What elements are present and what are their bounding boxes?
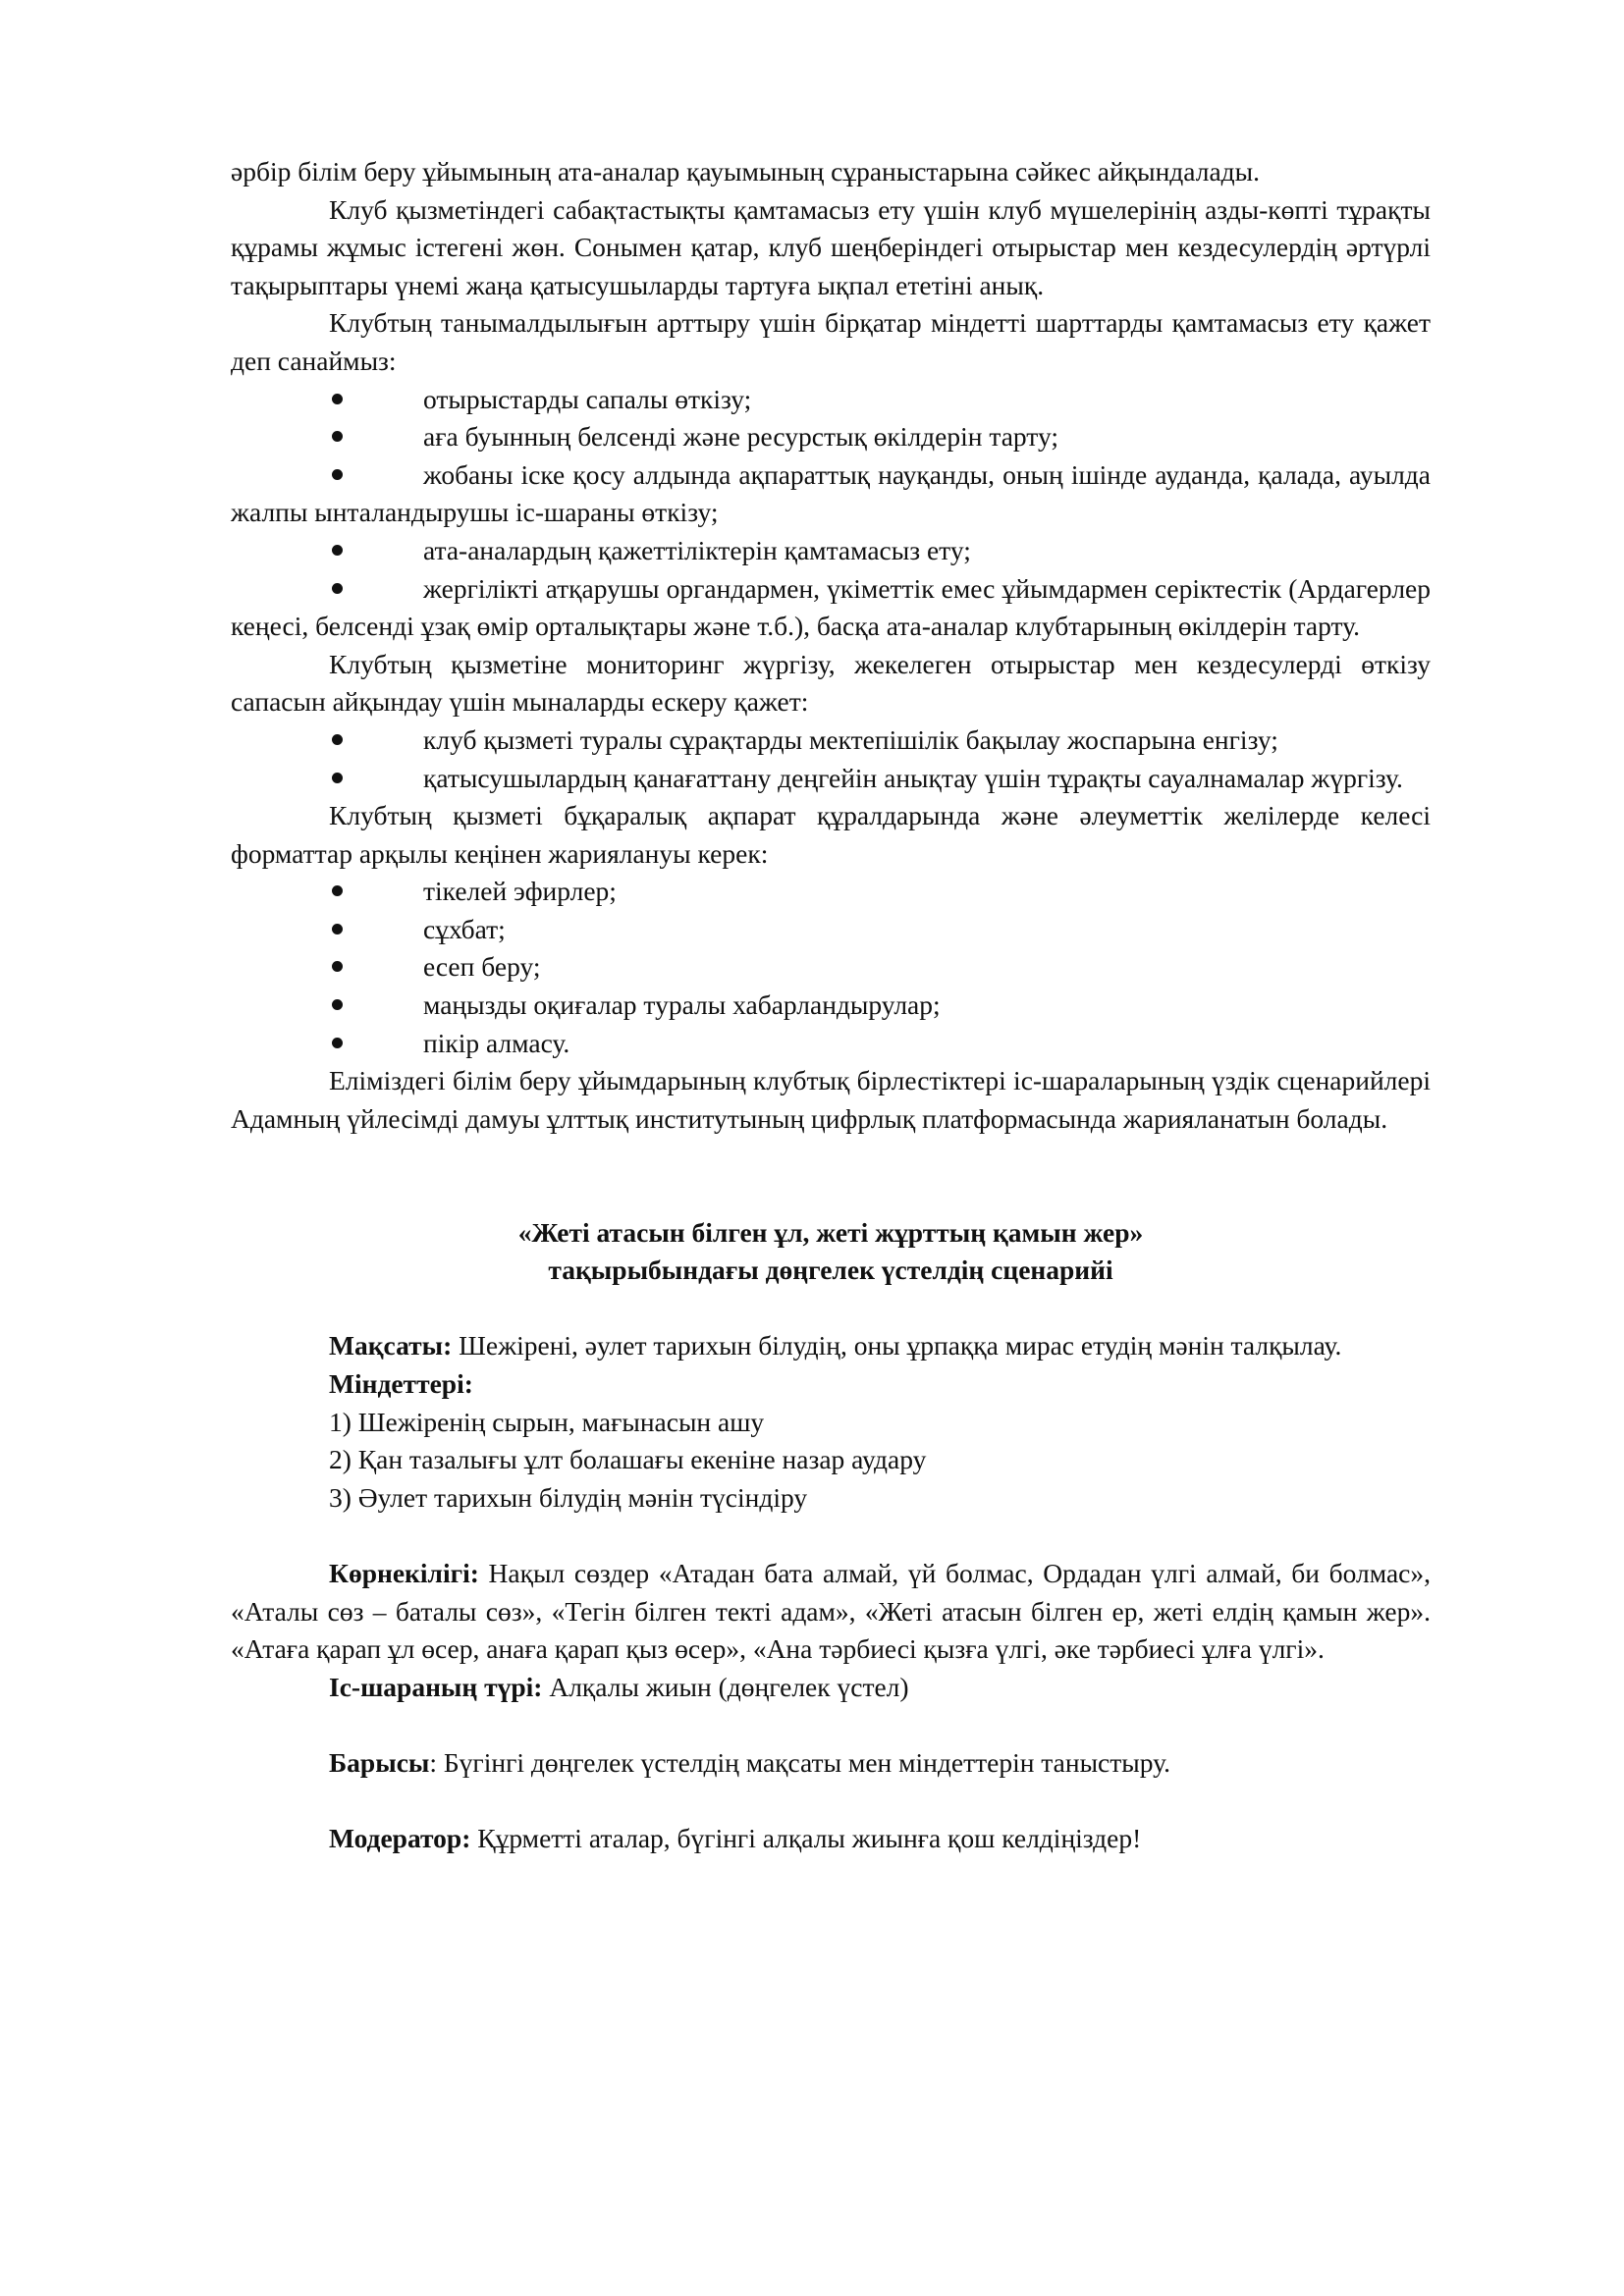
tasks-heading: Міндеттері: <box>329 1368 473 1399</box>
bullet-icon <box>332 545 343 556</box>
document-page <box>231 153 1431 1858</box>
list-item: есеп беру; <box>231 948 1431 987</box>
spacer <box>231 1290 1431 1328</box>
publish-paragraph: Еліміздегі білім беру ұйымдарының клубтық бірлестіктері іс-шараларының үздік сценарийлері Адамның үйлесімді дамуы ұлттық институтының цифрлық платформасында жарияланатын болады. <box>231 1065 1431 1134</box>
moderator-paragraph <box>231 1820 1431 1858</box>
scenario-title-line-2: тақырыбындағы дөңгелек үстелдің сценарийі <box>548 1255 1113 1286</box>
bullet-icon <box>332 961 343 972</box>
list-item: тікелей эфирлер; <box>231 873 1431 911</box>
bullet-icon <box>332 394 343 404</box>
list-item: маңызды оқиғалар туралы хабарландырулар; <box>231 987 1431 1025</box>
spacer <box>231 1517 1431 1555</box>
task-item: 1) Шежіренің сырын, мағынасын ашу <box>329 1406 765 1437</box>
bullet-icon <box>332 885 343 896</box>
list-item: пікір алмасу. <box>231 1025 1431 1063</box>
event-type-paragraph <box>231 1669 1431 1707</box>
spacer <box>231 1783 1431 1821</box>
goal-label: Мақсаты: <box>329 1330 453 1362</box>
bullet-icon <box>332 1038 343 1048</box>
list-item: жергілікті атқарушы органдармен, үкіметтік емес ұйымдармен серіктестік (Ардагерлер кеңесі, белсенді ұзақ өмір орталықтары және т.б.), басқа ата-аналар клубтарының өкілдерін тарту. <box>231 572 1431 642</box>
moderator-text: Құрметті аталар, бүгінгі алқалы жиынға қош келдіңіздер! <box>470 1823 1142 1854</box>
visuals-paragraph <box>231 1555 1431 1669</box>
spacer <box>231 1176 1431 1214</box>
goal-text: Шежірені, әулет тарихын білудің, оны ұрпаққа мирас етудің мәнін талқылау. <box>452 1330 1342 1362</box>
progress-text: : Бүгінгі дөңгелек үстелдің мақсаты мен міндеттерін таныстыру. <box>429 1746 1171 1778</box>
bullet-icon <box>332 734 343 745</box>
list-item: клуб қызметі туралы сұрақтарды мектепішілік бақылау жоспарына енгізу; <box>231 721 1431 760</box>
media-formats-list <box>231 873 1431 1062</box>
list-item: отырыстарды сапалы өткізу; <box>231 381 1431 419</box>
spacer <box>231 1706 1431 1744</box>
visuals-text: Нақыл сөздер «Атадан бата алмай, үй болмас, Ордадан үлгі алмай, би болмас», «Аталы сөз – баталы сөз», «Тегін білген текті адам», «Жеті атасын білген ер, жеті елдің қамын жер». «Атаға қарап ұл өсер, анаға қарап қыз өсер», «Ана тәрбиесі қызға үлгі, әке тәрбиесі ұлға үлгі». <box>231 1557 1431 1665</box>
continuity-paragraph: Клуб қызметіндегі сабақтастықты қамтамасыз ету үшін клуб мүшелерінің азды-көпті тұрақты құрамы жұмыс істегені жөн. Сонымен қатар, клуб шеңберіндегі отырыстар мен кездесулердің әртүрлі тақырыптары үнемі жаңа қатысушыларды тартуға ықпал ететіні анық. <box>231 193 1431 300</box>
list-item: ата-аналардың қажеттіліктерін қамтамасыз ету; <box>231 532 1431 570</box>
bullet-icon <box>332 773 343 783</box>
intro-continuation-paragraph: әрбір білім беру ұйымының ата-аналар қауымының сұраныстарына сәйкес айқындалады. <box>231 156 1260 187</box>
scenario-title-line-1: «Жеті атасын білген ұл, жеті жұрттың қамын жер» <box>517 1216 1144 1248</box>
scenario-title <box>231 1214 1431 1290</box>
moderator-label: Модератор: <box>329 1823 471 1854</box>
task-item: 2) Қан тазалығы ұлт болашағы екеніне назар аудару <box>329 1444 927 1475</box>
list-item: қатысушылардың қанағаттану деңгейін анықтау үшін тұрақты сауалнамалар жүргізу. <box>231 760 1431 798</box>
event-type-text: Алқалы жиын (дөңгелек үстел) <box>542 1671 909 1702</box>
list-item: сұхбат; <box>231 911 1431 949</box>
goal-paragraph <box>231 1327 1431 1365</box>
progress-label: Барысы <box>329 1746 430 1778</box>
monitoring-list <box>231 721 1431 797</box>
spacer <box>231 1138 1431 1176</box>
media-paragraph: Клубтың қызметі бұқаралық ақпарат құралдарында және әлеуметтік желілерде келесі форматтар арқылы кеңінен жариялануы керек: <box>231 800 1431 869</box>
bullet-icon <box>332 431 343 442</box>
bullet-icon <box>332 583 343 594</box>
popularity-paragraph: Клубтың танымалдылығын арттыру үшін бірқатар міндетті шарттарды қамтамасыз ету қажет деп санаймыз: <box>231 307 1431 376</box>
progress-paragraph <box>231 1744 1431 1783</box>
bullet-icon <box>332 469 343 480</box>
bullet-icon <box>332 999 343 1010</box>
monitoring-paragraph: Клубтың қызметіне мониторинг жүргізу, жекелеген отырыстар мен кездесулерді өткізу сапасын айқындау үшін мыналарды ескеру қажет: <box>231 648 1431 718</box>
list-item: жобаны іске қосу алдында ақпараттық науқанды, оның ішінде ауданда, қалада, ауылда жалпы ынталандырушы іс-шараны өткізу; <box>231 458 1431 528</box>
popularity-conditions-list <box>231 381 1431 646</box>
visuals-label: Көрнекілігі: <box>329 1557 479 1588</box>
list-item: аға буынның белсенді және ресурстық өкілдерін тарту; <box>231 418 1431 456</box>
task-item: 3) Әулет тарихын білудің мәнін түсіндіру <box>329 1481 808 1513</box>
event-type-label: Іс-шараның түрі: <box>329 1671 543 1702</box>
bullet-icon <box>332 924 343 934</box>
